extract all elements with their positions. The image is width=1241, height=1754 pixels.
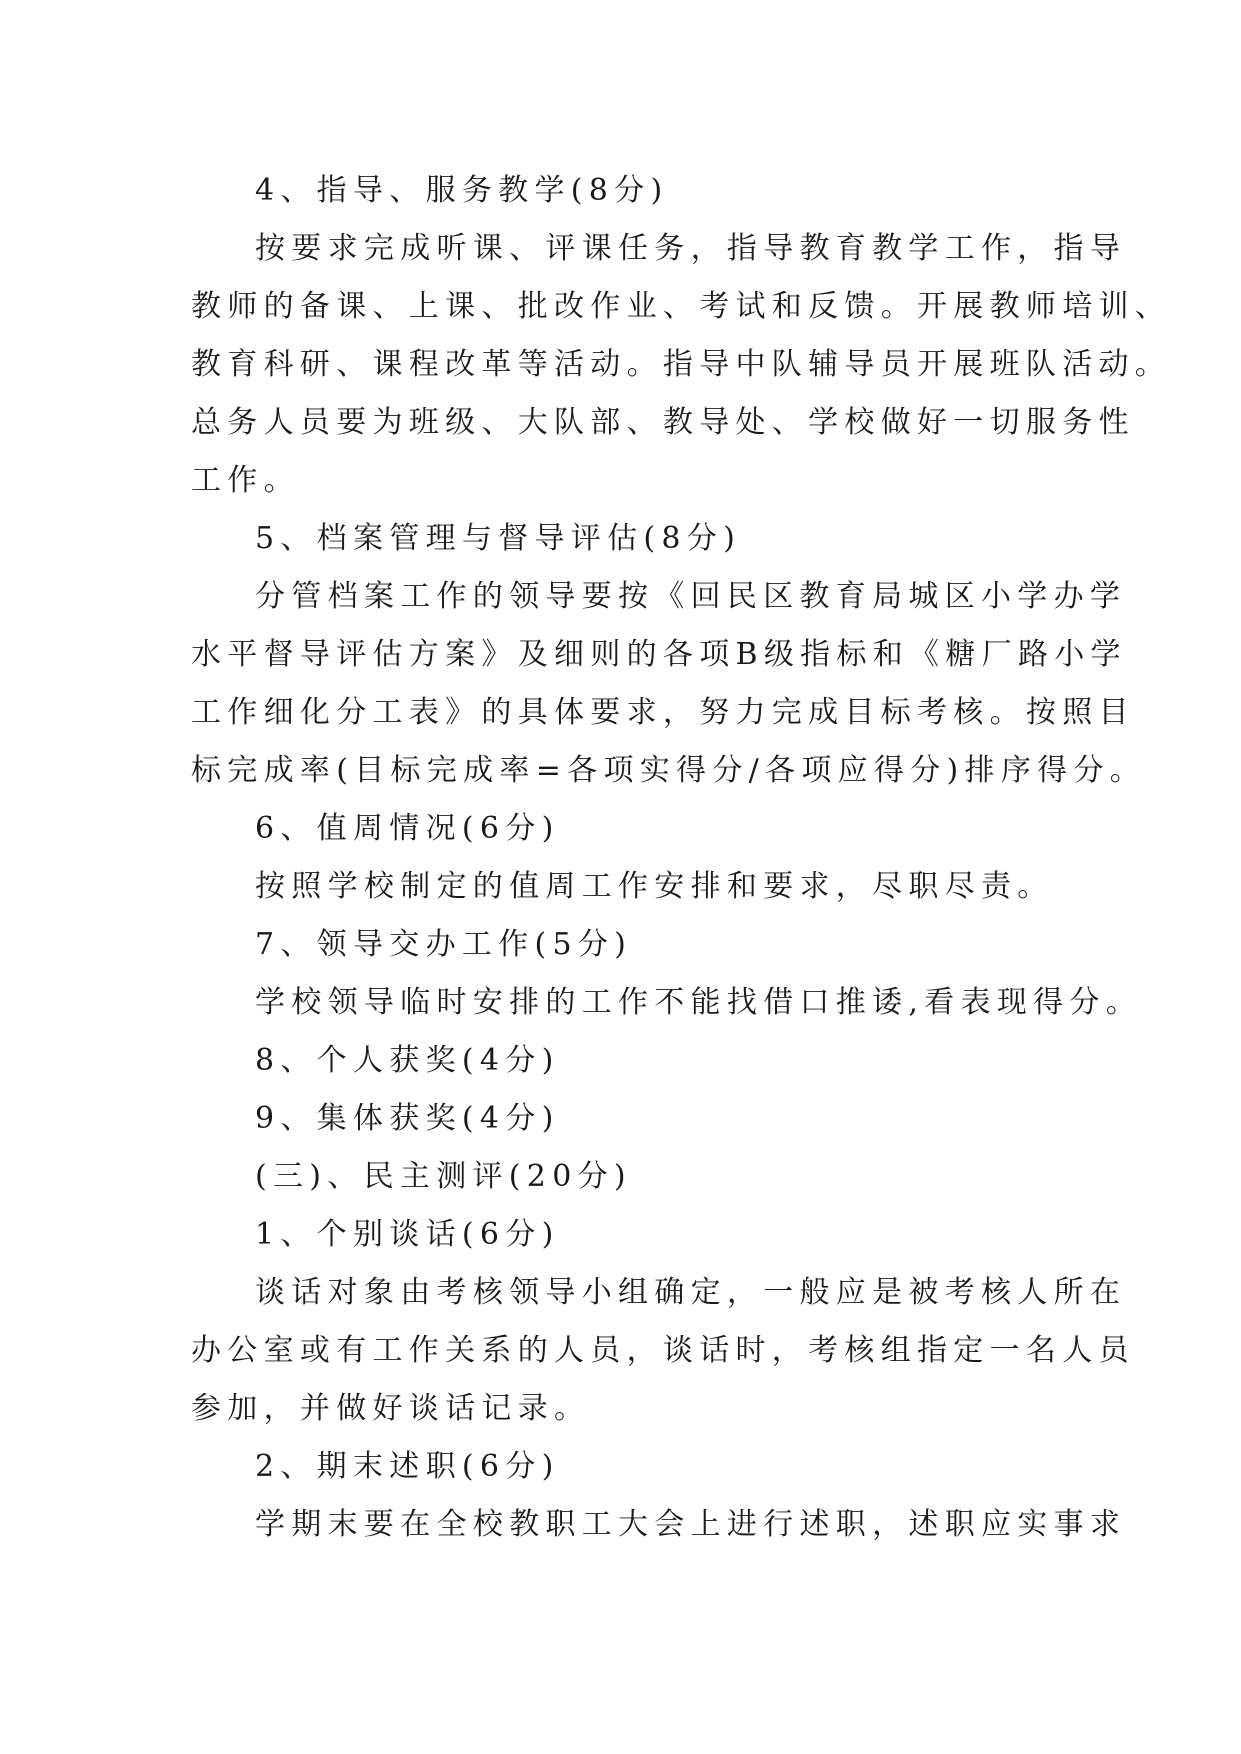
paragraph-line: 工作细化分工表》的具体要求，努力完成目标考核。按照目	[191, 695, 1135, 730]
section-heading-group-awards: 9、集体获奖(4分)	[255, 1101, 560, 1136]
paragraph-line: 水平督导评估方案》及细则的各项B级指标和《糖厂路小学	[191, 637, 1127, 672]
paragraph-line: 谈话对象由考核领导小组确定，一般应是被考核人所在	[255, 1275, 1127, 1310]
section-heading-term-report: 2、期末述职(6分)	[255, 1449, 560, 1484]
section-heading-assigned-work: 7、领导交办工作(5分)	[255, 927, 633, 962]
paragraph-line: 标完成率(目标完成率=各项实得分/各项应得分)排序得分。	[191, 753, 1147, 788]
section-heading-duty-week: 6、值周情况(6分)	[255, 811, 560, 846]
section-heading-democratic-evaluation: (三)、民主测评(20分)	[255, 1159, 632, 1194]
section-heading-individual-talk: 1、个别谈话(6分)	[255, 1217, 560, 1252]
paragraph-line: 办公室或有工作关系的人员，谈话时，考核组指定一名人员	[191, 1333, 1135, 1368]
document-body	[191, 162, 1172, 1554]
paragraph-line: 按要求完成听课、评课任务，指导教育教学工作，指导	[255, 231, 1127, 266]
section-heading-archive-management: 5、档案管理与督导评估(8分)	[255, 521, 742, 556]
paragraph-line: 分管档案工作的领导要按《回民区教育局城区小学办学	[255, 579, 1127, 614]
paragraph-line: 教育科研、课程改革等活动。指导中队辅导员开展班队活动。	[191, 347, 1172, 382]
paragraph-line: 学期末要在全校教职工大会上进行述职，述职应实事求	[255, 1507, 1127, 1542]
section-heading-personal-awards: 8、个人获奖(4分)	[255, 1043, 560, 1078]
paragraph-line: 按照学校制定的值周工作安排和要求，尽职尽责。	[255, 869, 1054, 904]
paragraph-line: 教师的备课、上课、批改作业、考试和反馈。开展教师培训、	[191, 289, 1172, 324]
paragraph-line: 工作。	[191, 463, 300, 498]
paragraph-line: 总务人员要为班级、大队部、教导处、学校做好一切服务性	[191, 405, 1135, 440]
paragraph-line: 学校领导临时安排的工作不能找借口推诿,看表现得分。	[255, 985, 1143, 1020]
section-heading-guidance-teaching: 4、指导、服务教学(8分)	[255, 173, 669, 208]
paragraph-line: 参加，并做好谈话记录。	[191, 1391, 591, 1426]
